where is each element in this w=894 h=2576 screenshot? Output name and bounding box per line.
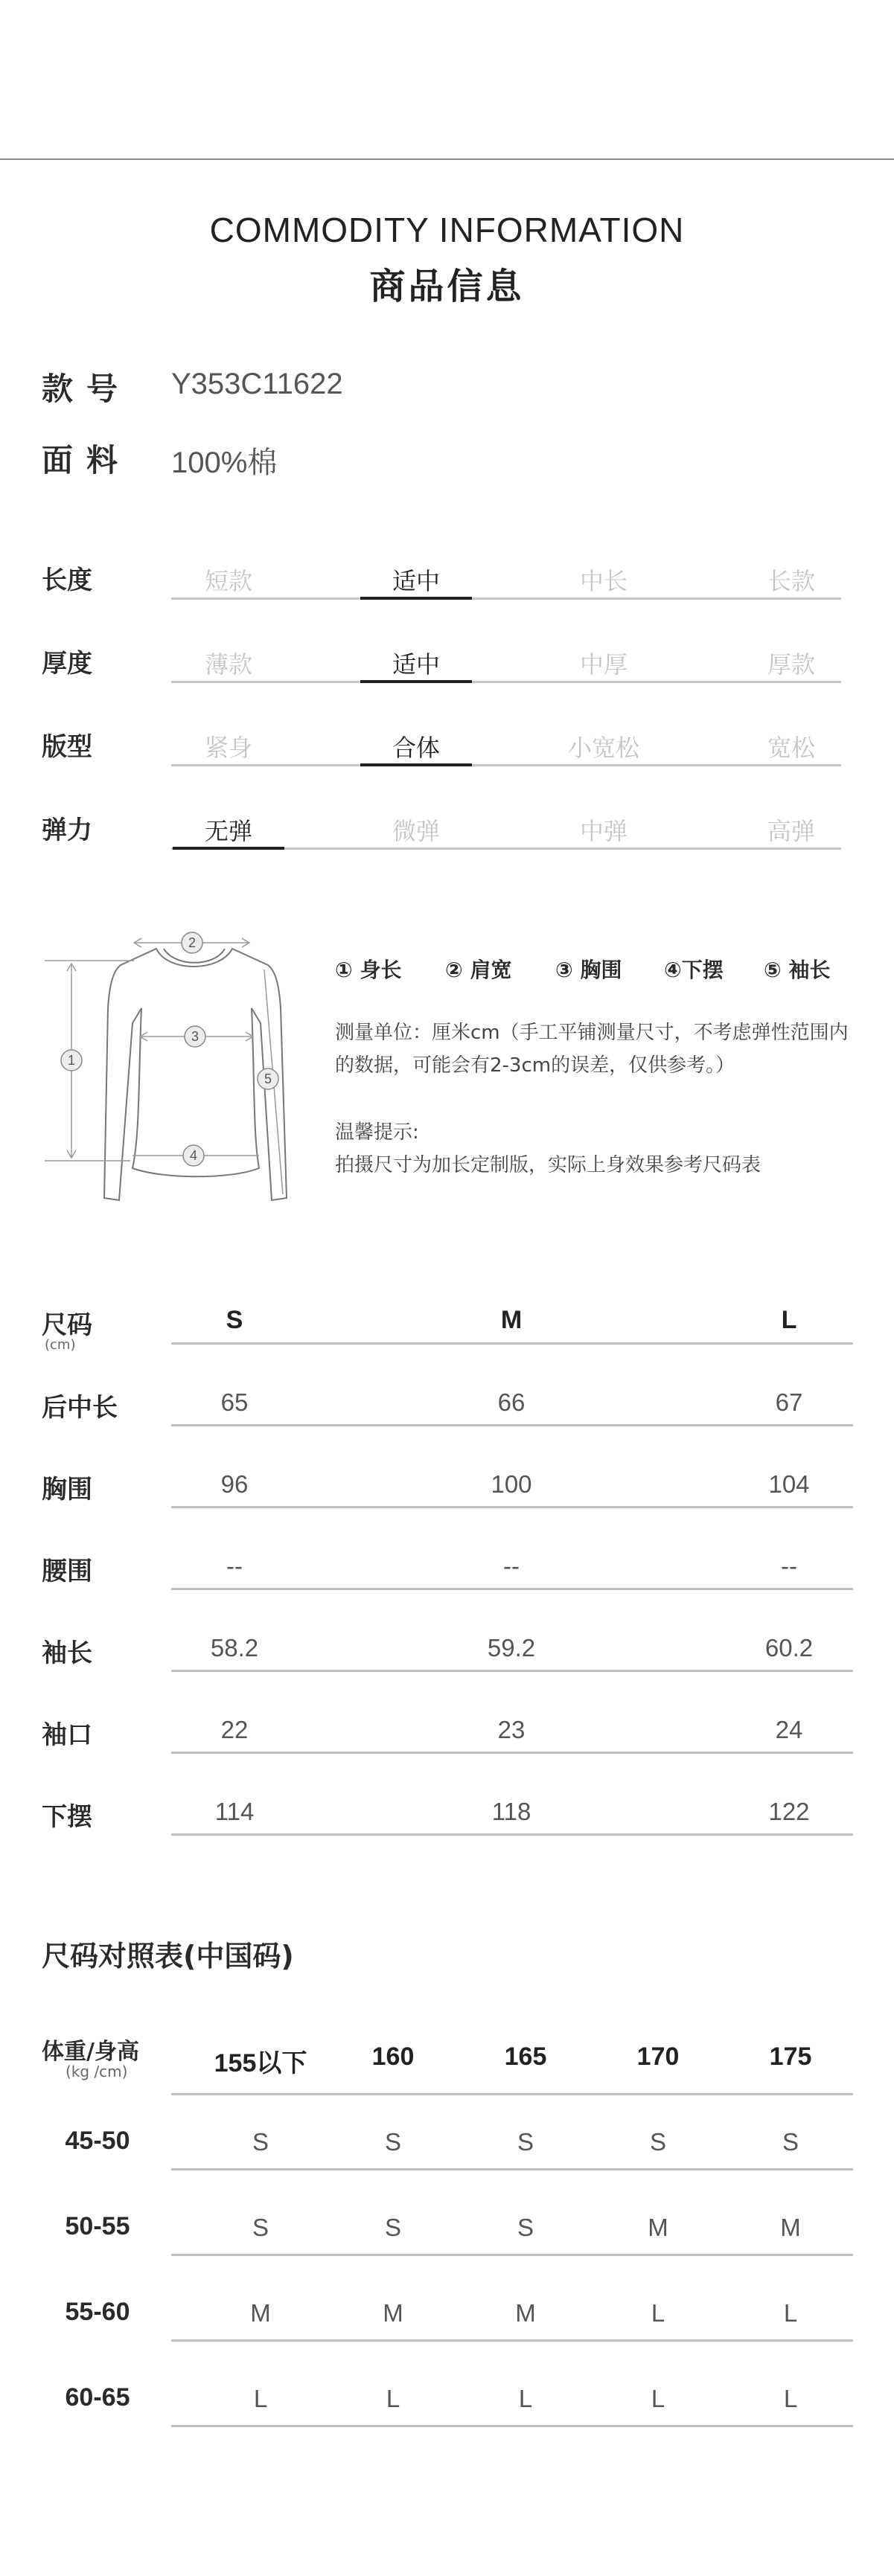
attribute-option-selected: 适中 [392,650,440,679]
guide-size-cell: L [783,2299,798,2327]
attribute-option: 高弹 [767,817,815,845]
attribute-option: 微弹 [392,817,440,845]
diagram-number-1: 1 [67,1053,76,1068]
attribute-line [171,681,841,683]
size-cell: 23 [497,1716,526,1743]
guide-size-cell: S [384,2128,401,2156]
guide-size-cell: L [518,2385,533,2412]
attribute-selected-bar [360,680,472,683]
guide-weight-label: 50-55 [65,2212,130,2240]
guide-size-cell: L [783,2385,798,2412]
style-number-value: Y353C11622 [171,368,343,400]
guide-height-header: 175 [769,2042,812,2071]
attribute-option: 长款 [767,567,815,595]
size-row-label: 胸围 [42,1475,92,1505]
size-cell: 122 [768,1798,810,1825]
fabric-label: 面料 [42,442,132,478]
attribute-option: 中厚 [579,650,628,679]
size-cell: 114 [214,1798,255,1825]
guide-size-cell: L [651,2299,665,2327]
diagram-number-3: 3 [191,1029,199,1044]
tip-text: 拍摄尺寸为加长定制版，实际上身效果参考尺码表 [335,1154,762,1176]
attribute-label: 厚度 [42,649,92,679]
guide-size-cell: M [250,2299,271,2327]
garment-diagram [37,926,320,1209]
size-row-label: 袖长 [42,1638,92,1668]
guide-row-line [171,2425,853,2427]
attribute-line [171,597,841,600]
guide-size-cell: M [780,2214,801,2241]
attribute-selected-bar [360,763,472,766]
size-table-header-unit: (cm) [45,1337,76,1353]
guide-height-header: 155以下 [214,2049,307,2077]
attribute-option-selected: 适中 [392,567,440,595]
size-guide-title: 尺码对照表(中国码) [42,1940,294,1973]
attribute-option: 紧身 [204,734,252,762]
size-column-header: L [781,1306,797,1334]
attribute-option: 短款 [204,567,252,595]
guide-size-cell: S [517,2128,534,2156]
attribute-option: 小宽松 [567,734,639,762]
attribute-option-selected: 合体 [392,734,440,762]
size-cell: 60.2 [764,1634,814,1662]
size-cell: 118 [491,1798,531,1825]
guide-row-line [171,2093,853,2095]
size-cell: 58.2 [210,1634,259,1662]
style-number-label: 款号 [42,371,132,407]
guide-size-cell: S [517,2214,534,2241]
guide-height-header: 160 [371,2042,415,2071]
table-row-line [171,1506,853,1508]
table-row-line [171,1424,853,1426]
guide-size-cell: S [384,2214,401,2241]
attribute-option: 宽松 [767,734,815,762]
attribute-label: 版型 [42,732,92,762]
size-row-label: 袖口 [42,1720,92,1750]
guide-row-line [171,2168,853,2170]
unit-note-line2: 的数据，可能会有2-3cm的误差，仅供参考。） [335,1054,735,1077]
size-column-header: M [500,1306,523,1334]
guide-row-line [171,2254,853,2256]
guide-size-cell: L [651,2385,665,2412]
guide-size-cell: S [252,2214,269,2241]
guide-height-header: 165 [504,2042,547,2071]
size-table-header-label: 尺码 [42,1310,92,1340]
attribute-selected-bar [360,597,472,600]
guide-size-cell: L [253,2385,268,2412]
size-cell: 59.2 [487,1634,536,1662]
size-cell: -- [226,1552,243,1580]
size-cell: 24 [775,1716,803,1743]
tip-title: 温馨提示: [335,1121,419,1144]
size-cell: 104 [768,1470,810,1498]
guide-row-line [171,2339,853,2342]
size-cell: 96 [220,1470,249,1498]
size-cell: -- [503,1552,520,1580]
table-row-line [171,1752,853,1754]
size-cell: 22 [220,1716,249,1743]
guide-weight-label: 60-65 [65,2383,130,2412]
size-cell: -- [781,1552,797,1580]
legend-hem: ④下摆 [664,958,724,982]
guide-corner-unit: (kg /cm) [66,2063,128,2080]
unit-note-line1: 测量单位：厘米cm（手工平铺测量尺寸，不考虑弹性范围内 [335,1022,849,1044]
size-row-label: 腰围 [42,1557,92,1586]
attribute-label: 长度 [42,565,92,595]
guide-weight-label: 55-60 [65,2298,130,2326]
table-row-line [171,1670,853,1672]
legend-length: ① 身长 [335,958,402,982]
attribute-option: 薄款 [204,650,252,679]
attribute-option-selected: 无弹 [204,817,252,845]
table-row-line [171,1588,853,1590]
table-row-line [171,1833,853,1836]
top-divider [0,158,894,160]
guide-weight-label: 45-50 [65,2127,130,2155]
legend-sleeve: ⑤ 袖长 [764,958,831,982]
attribute-label: 弹力 [42,816,92,845]
title-english: COMMODITY INFORMATION [209,211,685,249]
size-row-label: 后中长 [42,1393,118,1423]
size-cell: 100 [491,1470,532,1498]
guide-height-header: 170 [636,2042,680,2071]
attribute-option: 中长 [579,567,628,595]
diagram-number-4: 4 [189,1148,198,1163]
fabric-value: 100%棉 [171,446,278,479]
diagram-number-2: 2 [188,935,197,950]
legend-chest: ③ 胸围 [555,958,622,982]
guide-corner-label: 体重/身高 [42,2039,139,2065]
diagram-number-5: 5 [264,1071,272,1086]
attribute-selected-bar [173,847,284,850]
size-cell: 66 [497,1388,526,1416]
guide-size-cell: S [649,2128,666,2156]
table-row-line [171,1342,853,1345]
legend-shoulder: ② 肩宽 [445,958,512,982]
size-cell: 65 [220,1388,249,1416]
guide-size-cell: S [252,2128,269,2156]
attribute-option: 中弹 [579,817,628,845]
guide-size-cell: M [515,2299,536,2327]
attribute-option: 厚款 [767,650,815,679]
size-row-label: 下摆 [42,1802,92,1832]
guide-size-cell: M [648,2214,668,2241]
attribute-line [171,764,841,766]
size-column-header: S [226,1306,243,1334]
size-cell: 67 [775,1388,803,1416]
guide-size-cell: M [383,2299,403,2327]
guide-size-cell: S [782,2128,799,2156]
title-chinese: 商品信息 [369,266,525,307]
guide-size-cell: L [386,2385,400,2412]
